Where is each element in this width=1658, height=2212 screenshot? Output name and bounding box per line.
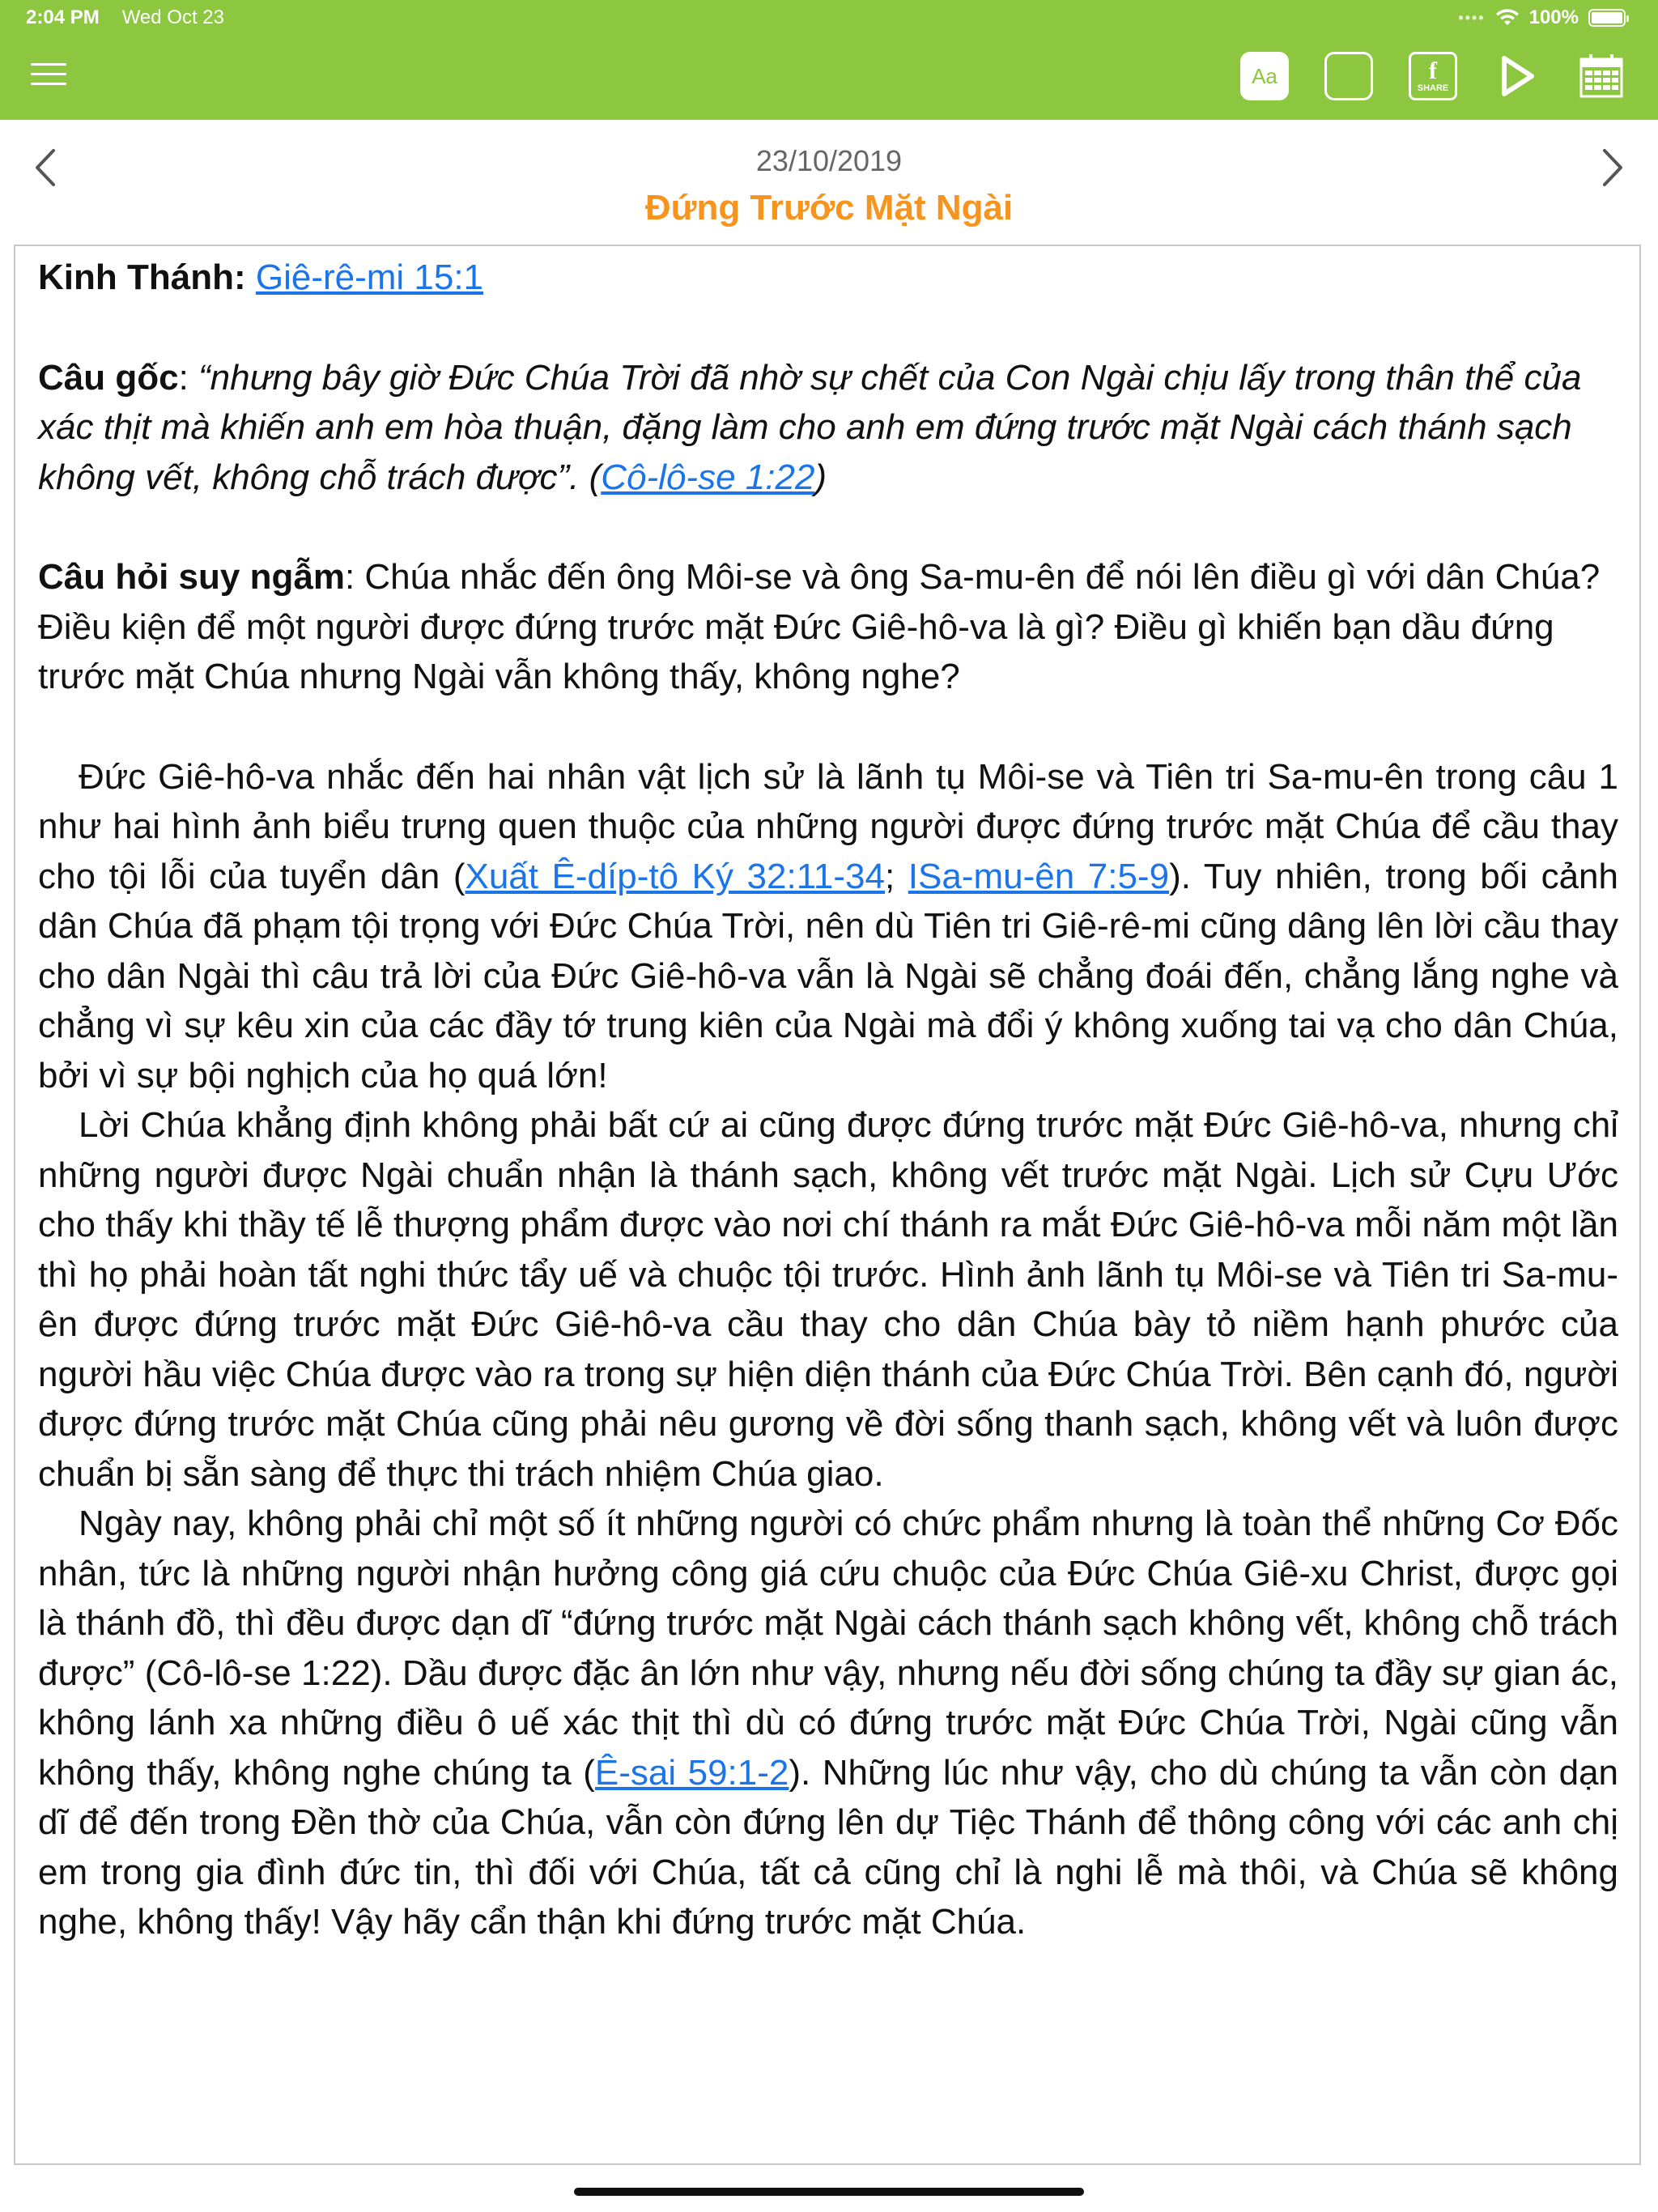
passage-link[interactable]: Giê-rê-mi 15:1 [255,257,484,297]
isaiah-link[interactable]: Ê-sai 59:1-2 [594,1752,789,1793]
passage-label: Kinh Thánh: [38,257,246,297]
cellular-signal-icon: •••• [1458,9,1486,26]
font-size-label: Aa [1252,63,1278,88]
question-text: : Chúa nhắc đến ông Môi-se và ông Sa-mu-ên để nói lên điều gì với dân Chúa? Điều kiện để một người được đứng trước mặt Đức Giê-hô-va là gì? Điều gì khiến bạn dầu đứng trước mặt Chúa nhưng Ngài vẫn không thấy, không nghe? [38,557,1601,696]
key-verse-link[interactable]: Cô-lô-se 1:22 [601,457,815,497]
status-date: Wed Oct 23 [121,6,224,28]
exodus-link[interactable]: Xuất Ê-díp-tô Ký 32:11-34 [465,856,885,896]
toolbar [1240,52,1626,100]
share-label: SHARE [1417,83,1449,93]
date-navigation [0,120,1658,241]
facebook-share-button[interactable] [1409,52,1457,100]
hamburger-menu-icon[interactable] [31,63,68,89]
theme-color-button[interactable] [1324,52,1373,100]
facebook-icon: f [1429,57,1437,84]
key-verse-text: “nhưng bây giờ Đức Chúa Trời đã nhờ sự chết của Con Ngài chịu lấy trong thân thể của xác thịt mà khiến anh em hòa thuận, đặng làm cho anh em đứng trước mặt Ngài cách thánh sạch không vết, không chỗ trách được”. ( [38,357,1582,497]
reflection-question [38,552,1618,702]
font-size-button[interactable] [1240,52,1289,100]
next-day-chevron-icon[interactable] [1588,139,1637,196]
status-bar-left [26,6,224,29]
wifi-icon [1495,9,1520,27]
top-bar [0,0,1658,120]
question-label: Câu hỏi suy ngẫm [38,557,345,597]
key-verse-label: Câu gốc [38,357,179,398]
play-icon[interactable] [1493,52,1541,100]
scripture-passage [38,253,1618,303]
home-indicator[interactable] [574,2188,1084,2196]
devotion-title: Đứng Trước Mặt Ngài [644,188,1014,228]
battery-icon [1588,9,1626,27]
calendar-icon[interactable] [1577,52,1626,100]
body-paragraph-2: Lời Chúa khẳng định không phải bất cứ ai cũng được đứng trước mặt Đức Giê-hô-va, nhưng chỉ những người được Ngài chuẩn nhận là thánh sạch, không vết trước mặt Ngài. Lịch sử Cựu Ước cho thấy khi thầy tế lễ thượng phẩm được vào nơi chí thánh ra mắt Đức Giê-hô-va mỗi năm một lần thì họ phải hoàn tất nghi thức tẩy uế và chuộc tội trước. Hình ảnh lãnh tụ Môi-se và Tiên tri Sa-mu-ên được đứng trước mặt Đức Giê-hô-va cầu thay cho dân Chúa bày tỏ niềm hạnh phước của người hầu việc Chúa được vào ra trong sự hiện diện thánh của Đức Chúa Trời. Bên cạnh đó, người được đứng trước mặt Chúa cũng phải nêu gương về đời sống thanh sạch, không vết và luôn được chuẩn bị sẵn sàng để thực thi trách nhiệm Chúa giao. [38,1105,1618,1494]
body-paragraph-3: Ngày nay, không phải chỉ một số ít những người có chức phẩm nhưng là toàn thể những Cơ Đốc nhân, tức là những người nhận hưởng công giá cứu chuộc của Đức Chúa Giê-xu Christ, được gọi là thánh đồ, thì đều được dạn dĩ “đứng trước mặt Ngài cách thánh sạch không vết, không chỗ trách được” (Cô-lô-se 1:22). Dầu được đặc ân lớn như vậy, nhưng nếu đời sống chúng ta đầy sự gian ác, không lánh xa những điều ô uế xác thịt thì dù có đứng trước mặt Đức Chúa Trời, Ngài cũng vẫn không thấy, không nghe chúng ta (Ê-sai 59:1-2). Những lúc như vậy, cho dù chúng ta vẫn còn dạn dĩ để đến trong Đền thờ của Chúa, vẫn còn đứng lên dự Tiệc Thánh để thông công với các anh chị em trong gia đình đức tin, thì đối với Chúa, tất cả cũng chỉ là nghi lễ mà thôi, và Chúa sẽ không nghe, không thấy! Vậy hãy cẩn thận khi đứng trước mặt Chúa. [38,1504,1619,1942]
samuel-link[interactable]: ISa-mu-ên 7:5-9 [908,856,1170,896]
battery-percent: 100% [1528,6,1579,28]
key-verse: Câu gốc: “nhưng bây giờ Đức Chúa Trời đã nhờ sự chết của Con Ngài chịu lấy trong thân thể của xác thịt mà khiến anh em hòa thuận, đặng làm cho anh em đứng trước mặt Ngài cách thánh sạch không vết, không chỗ trách được”. (Cô-lô-se 1:22) [38,357,1582,497]
body-paragraph-1: Đức Giê-hô-va nhắc đến hai nhân vật lịch sử là lãnh tụ Môi-se và Tiên tri Sa-mu-ên trong câu 1 như hai hình ảnh biểu trưng quen thuộc của những người được đứng trước mặt Chúa để cầu thay cho tội lỗi của tuyển dân (Xuất Ê-díp-tô Ký 32:11-34; ISa-mu-ên 7:5-9). Tuy nhiên, trong bối cảnh dân Chúa đã phạm tội trọng với Đức Chúa Trời, nên dù Tiên tri Giê-rê-mi cũng dâng lên lời cầu thay cho dân Ngài thì câu trả lời của Đức Giê-hô-va vẫn là Ngài sẽ chẳng đoái đến, chẳng lắng nghe và chẳng vì sự kêu xin của các đầy tớ trung kiên của Ngài mà đổi ý không xuống tai vạ cho dân Chúa, bởi vì sự bội nghịch của họ quá lớn! [38,756,1618,1095]
status-time: 2:04 PM [26,6,100,28]
status-bar-right [1458,6,1626,29]
devotion-content[interactable] [14,245,1641,2165]
devotion-date: 23/10/2019 [755,144,903,177]
